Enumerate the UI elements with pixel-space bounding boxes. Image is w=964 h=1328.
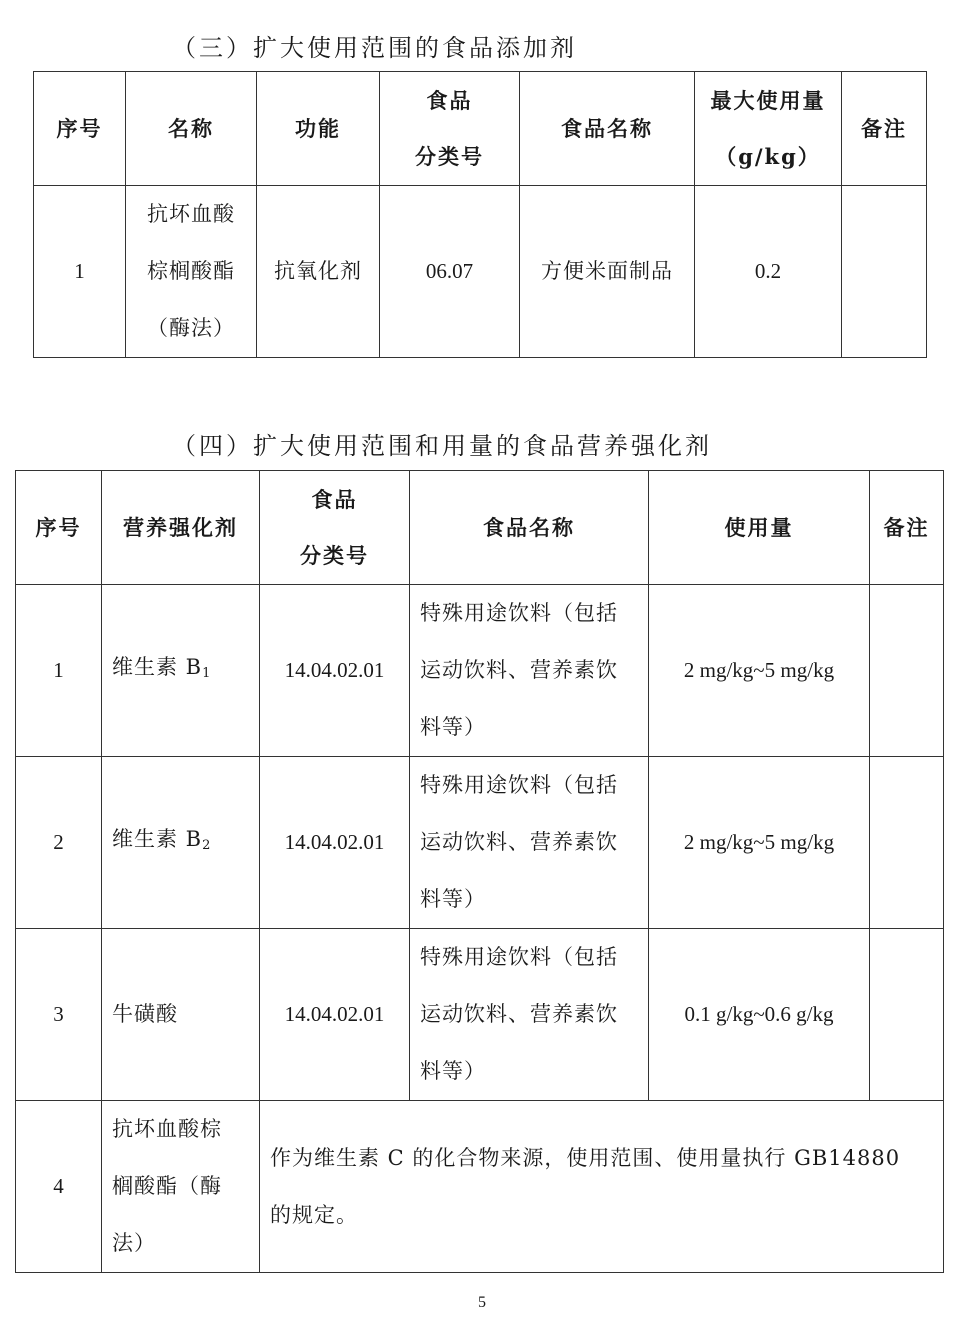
table-row [16,757,944,929]
header-seq: 序号 [16,471,102,585]
header-usage: 使用量 [649,471,870,585]
additives-table [33,71,927,358]
cell-fortifier: 牛磺酸 [102,929,260,1101]
cell-remarks [870,585,944,757]
cell-food-line3: 料等） [420,1059,486,1083]
cell-fortifier-text: 维生素 B [112,655,203,679]
cell-fortifier-sub: 2 [202,838,212,853]
cell-max-usage: 0.2 [695,186,842,358]
header-remarks: 备注 [870,471,944,585]
cell-food-line1: 特殊用途饮料（包括 [420,945,618,969]
cell-remarks [842,186,927,358]
cell-fortifier [102,585,260,757]
cell-seq: 1 [34,186,126,358]
table-header-row [16,471,944,585]
cell-food-line1: 特殊用途饮料（包括 [420,601,618,625]
cell-fortifier-line2: 榈酸酯（酶 [112,1174,222,1198]
cell-food-line1: 特殊用途饮料（包括 [420,773,618,797]
table-row [16,1101,944,1273]
header-function: 功能 [257,72,380,186]
cell-food-line2: 运动饮料、营养素饮 [420,658,618,682]
header-category-line2: 分类号 [300,542,369,568]
cell-seq: 4 [16,1101,102,1273]
header-seq: 序号 [34,72,126,186]
cell-food-line2: 运动饮料、营养素饮 [420,1002,618,1026]
header-food-name: 食品名称 [410,471,649,585]
cell-food-name [410,929,649,1101]
cell-seq: 3 [16,929,102,1101]
cell-fortifier-sub: 1 [202,666,212,681]
cell-fortifier-line1: 抗坏血酸棕 [112,1117,222,1141]
header-fortifier: 营养强化剂 [102,471,260,585]
cell-fortifier [102,1101,260,1273]
cell-remarks [870,757,944,929]
cell-name-line1: 抗坏血酸 [147,202,235,226]
header-category [260,471,410,585]
header-category [380,72,520,186]
cell-category: 14.04.02.01 [260,757,410,929]
header-max-usage-line1: 最大使用量 [710,87,826,113]
cell-function: 抗氧化剂 [257,186,380,358]
section4-title: （四）扩大使用范围和用量的食品营养强化剂 [172,432,712,460]
cell-food-name [410,585,649,757]
table-header-row [34,72,927,186]
header-food-name: 食品名称 [520,72,695,186]
cell-category: 14.04.02.01 [260,929,410,1101]
cell-food-name [410,757,649,929]
cell-food-name: 方便米面制品 [520,186,695,358]
cell-food-line3: 料等） [420,887,486,911]
cell-seq: 2 [16,757,102,929]
cell-usage: 2 mg/kg~5 mg/kg [649,585,870,757]
cell-note-line2: 的规定。 [270,1202,358,1227]
cell-note-line1: 作为维生素 C 的化合物来源，使用范围、使用量执行 GB14880 [270,1145,901,1170]
cell-name-line2: 棕榈酸酯 [147,259,235,283]
cell-category: 06.07 [380,186,520,358]
cell-category: 14.04.02.01 [260,585,410,757]
cell-name-line3: （酶法） [147,316,235,340]
cell-remarks [870,929,944,1101]
table-row [16,585,944,757]
header-max-usage-line2: （g/kg） [715,143,821,169]
cell-usage: 2 mg/kg~5 mg/kg [649,757,870,929]
header-category-line2: 分类号 [415,143,484,169]
cell-fortifier-text: 维生素 B [112,827,203,851]
page-number: 5 [478,1294,486,1311]
header-remarks: 备注 [842,72,927,186]
cell-name [126,186,257,358]
header-category-line1: 食品 [426,87,473,113]
cell-note [260,1101,944,1273]
header-category-line1: 食品 [311,486,358,512]
fortifiers-table [15,470,944,1273]
header-name: 名称 [126,72,257,186]
header-max-usage [695,72,842,186]
table-row [34,186,927,358]
cell-food-line3: 料等） [420,715,486,739]
table-row [16,929,944,1101]
section3-title: （三）扩大使用范围的食品添加剂 [172,34,577,62]
cell-seq: 1 [16,585,102,757]
cell-usage: 0.1 g/kg~0.6 g/kg [649,929,870,1101]
cell-fortifier-line3: 法） [112,1231,156,1255]
cell-fortifier [102,757,260,929]
cell-food-line2: 运动饮料、营养素饮 [420,830,618,854]
